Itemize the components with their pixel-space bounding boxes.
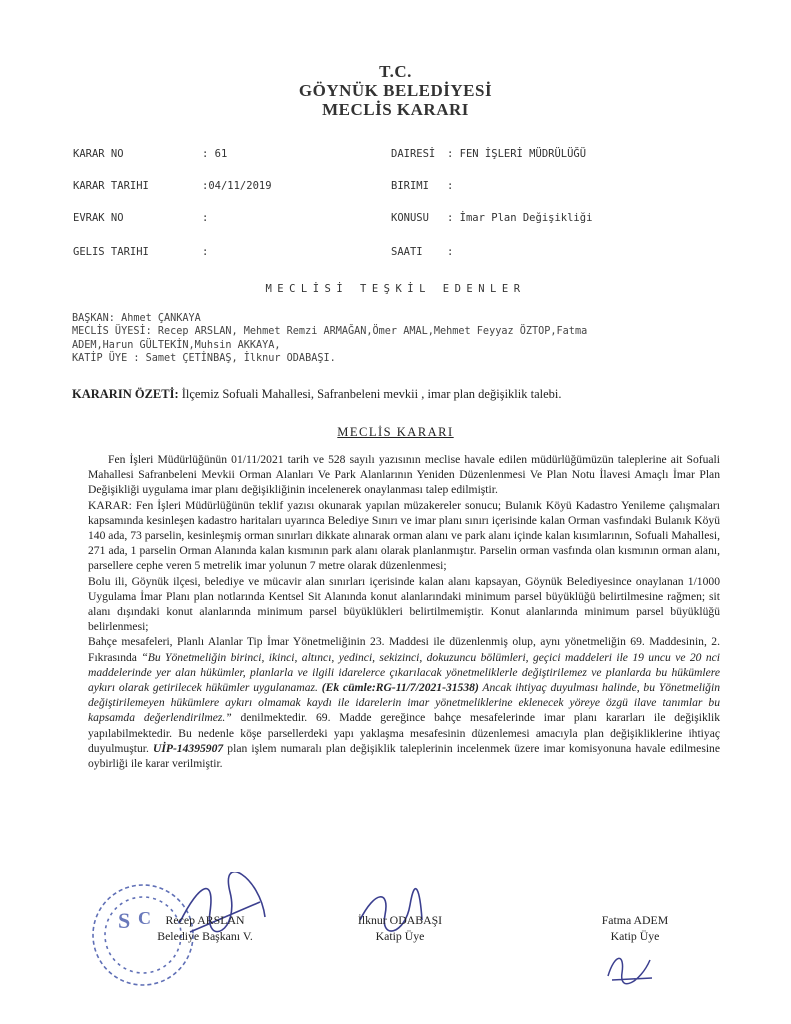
decision-body [88,452,720,771]
signature-scribble-3 [600,948,660,988]
body-p4-quote: “Bu Yönetmeliğin birinci, ikinci, altıncı, yedinci, sekizinci, dokuzuncu bölümleri, geçici maddeleri ile 19 uncu ve 20 nci maddelerinde yer alan hükümler, planlarla ve ilgili idarelerce çıkarılacak yönetmeliklerle değiştirilemez ve planlarda bu hükümlere aykırı olarak getirilecek hükümler uygulanamaz. [88,650,721,695]
evrak-no-value: : [202,212,209,224]
dairesi-label: DAIRESİ [391,148,436,160]
members-title: MECLİSİ TEŞKİL EDENLER [265,283,526,295]
karar-tarihi-value: :04/11/2019 [202,180,272,192]
members-uye-line2: ADEM,Harun GÜLTEKİN,Muhsin AKKAYA, [72,339,281,351]
konusu-value: : İmar Plan Değişikliği [447,212,593,224]
svg-text:S: S [118,908,131,933]
body-p4-middle: denilmektedir. 69. Madde gereğince bahçe mesafelerinde imar planı kararları ile değişiklik yapılabilmektedir. Bu nedenle köşe parsellerdeki yapı yaklaşma mesafesinin düzenlemesi amacıyla plan değişikliklerine ihtiyaç duyulmuştur. [88,711,720,755]
header-municipality: GÖYNÜK BELEDİYESİ [298,81,493,100]
body-paragraph-3: Bolu ili, Göynük ilçesi, belediye ve mücavir alan sınırları içerisinde kalan alanı kapsayan, Göynük Belediyesince onaylanan 1/1000 Uygulama İmar Planı plan notlarında Kentsel Sit Alanında konut alanlarındaki minimum parsel büyüklüğü belirtilmesine rağmen; sit alanı dışındaki konut alanlarında minimum parsel büyüklükleri belirtilmemiştir. Konut alanlarında minimum parsel büyüklüğü belirlenmesi; [88,574,720,634]
body-p4-ek: (Ek cümle:RG-11/7/2021-31538) [321,681,479,695]
karar-no-label: KARAR NO [73,148,124,160]
evrak-no-label: EVRAK NO [73,212,124,224]
body-paragraph-4 [88,634,720,771]
konusu-label: KONUSU [391,212,429,224]
signature-katip-1-title: Katip Üye [375,929,425,943]
body-paragraph-1: Fen İşleri Müdürlüğünün 01/11/2021 tarih ve 528 sayılı yazısının meclise havale edilen müdürlüğümüzün taleplerine ait Sofuali Mahallesi Safranbeleni Mevkii Orman Alanları Ve Park Alanlarının Yeniden Düzenlenmesi Ve Plan Notu İlavesi Amaçlı İmar Plan Değişikliği uygulama imar planı değişikliğinin incelenerek onaylanması talep edilmiştir. [88,453,720,497]
members-baskan: BAŞKAN: Ahmet ÇANKAYA [72,313,201,324]
birimi-value: : [447,180,454,192]
body-paragraph-2: KARAR: Fen İşleri Müdürlüğünün teklif yazısı okunarak yapılan müzakereler sonucu; Bulanık Köyü Kadastro Yenileme çalışmaları kapsamında kesinleşen kadastro haritaları uyarınca Belediye Sınırı ve imar planı sınırı içerisinde kalan Orman vasfındaki Bulanık Köyü 140 ada, 73 parselin, kesinleşmiş orman sınırları dikkate alınarak orman alanı ve park alanı içinde kalan kısımlarının, Sofuali Mahallesi, 271 ada, 1 parselin Orman Alanında kalan kısmının park alanı olarak planlanmıştır. Parselin orman vasfında olan kısmının orman alanı, parsellere cephe veren 5 metrelik imar yolunun 7 metre olarak düzenlenmesi; [88,498,720,573]
header-tc: T.C. [379,62,412,81]
signature-katip-2 [570,912,700,944]
dairesi-value: : FEN İŞLERİ MÜDRÜLÜĞÜ [447,148,587,160]
signature-katip-2-name: Fatma ADEM [601,913,669,927]
signature-katip-1 [335,912,465,944]
signature-katip-1-name: İlknur ODABAŞI [357,913,443,927]
birimi-label: BIRIMI [391,180,429,192]
meta-block [0,0,791,270]
gelis-tarihi-value: : [202,246,209,258]
body-p4-quote2: Ancak ihtiyaç duyulması halinde, bu Yönetmeliğin değiştirilemeyen hükümlere aykırı olmamak kaydı ile idarelerin imar yönetmeliklerine eklenecek yöreye özgü ilave tanımlar bu kapsamda değerlendirilmez.” [88,681,720,725]
karar-tarihi-label: KARAR TARIHI [73,180,149,192]
summary-text: İlçemiz Sofuali Mahallesi, Safranbeleni mevkii , imar plan değişiklik talebi. [178,387,562,401]
signature-baskan-title: Belediye Başkanı V. [157,929,253,943]
signature-katip-2-title: Katip Üye [610,929,660,943]
members-list [72,312,732,366]
body-p4-uip: UİP-14395907 [152,741,224,755]
gelis-tarihi-label: GELIS TARIHI [73,246,149,258]
members-uye-line1: MECLİS ÜYESİ: Recep ARSLAN, Mehmet Remzi ARMAĞAN,Ömer AMAL,Mehmet Feyyaz ÖZTOP,Fatma [72,326,588,338]
signature-baskan-name: Recep ARSLAN [165,913,245,927]
decision-title [0,425,791,440]
karar-no-value: : 61 [202,148,228,160]
svg-text:C: C [138,908,151,928]
saati-label: SAATI [391,246,423,258]
body-p4-end: plan işlem numaralı plan değişiklik taleplerinin incelenmek üzere imar komisyonuna havale edilmesine oybirliği ile karar verilmiştir. [88,741,720,771]
decision-summary [72,387,562,402]
header-title: MECLİS KARARI [322,100,469,119]
saati-value: : [447,246,454,258]
body-p4-start: Bahçe mesafeleri, Planlı Alanlar Tip İmar Yönetmeliğinin 23. Maddesi ile düzenlenmiş olup, aynı yönetmeliğin 69. Maddesinin, 2. Fıkrasında [88,635,720,664]
summary-label: KARARIN ÖZETİ: [72,387,179,401]
decision-title-text: MECLİS KARARI [337,425,454,439]
signature-baskan [130,912,280,944]
members-katip: KATİP ÜYE : Samet ÇETİNBAŞ, İlknur ODABAŞI. [72,353,336,365]
